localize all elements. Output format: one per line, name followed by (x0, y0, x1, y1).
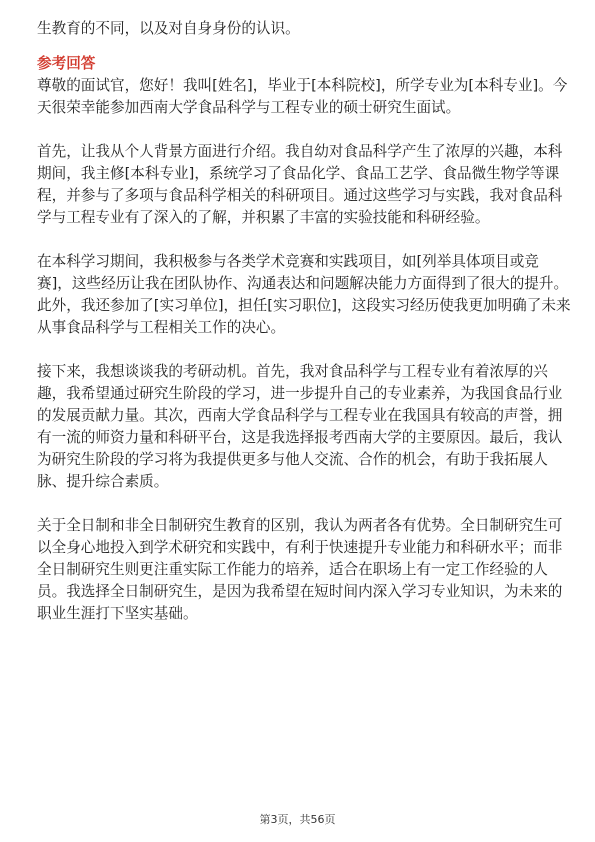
paragraph-line: 为研究生阶段的学习将为我提供更多与他人交流、合作的机会，有助于我拓展人 (37, 451, 548, 468)
paragraph-line: 有一流的师资力量和科研平台，这是我选择报考西南大学的主要原因。最后，我认 (37, 429, 563, 446)
page-footer: 第3页，共56页 (259, 813, 336, 826)
intro-tail-line: 生教育的不同，以及对自身身份的认识。 (37, 20, 300, 37)
paragraph-line: 趣，我希望通过研究生阶段的学习，进一步提升自己的专业素养，为我国食品行业 (37, 385, 563, 402)
paragraph (37, 361, 563, 493)
paragraph (37, 141, 563, 229)
paragraph (37, 251, 571, 339)
paragraph-line: 学与工程专业有了深入的了解，并积累了丰富的实验技能和科研经验。 (37, 209, 490, 226)
answer-heading: 参考回答 (37, 55, 96, 72)
paragraph-line: 天很荣幸能参加西南大学食品科学与工程专业的硕士研究生面试。 (37, 99, 461, 116)
paragraph (37, 75, 568, 119)
paragraph-line: 脉、提升综合素质。 (37, 473, 169, 490)
paragraph-line: 关于全日制和非全日制研究生教育的区别，我认为两者各有优势。全日制研究生可 (37, 517, 563, 534)
answer-body (37, 75, 571, 625)
paragraph-line: 员。我选择全日制研究生，是因为我希望在短时间内深入学习专业知识，为未来的 (37, 583, 563, 600)
paragraph (37, 515, 563, 625)
paragraph-line: 此外，我还参加了[实习单位]，担任[实习职位]，这段实习经历使我更加明确了未来 (37, 297, 571, 314)
paragraph-line: 职业生涯打下坚实基础。 (37, 605, 198, 622)
paragraph-line: 程，并参与了多项与食品科学相关的科研项目。通过这些学习与实践，我对食品科 (37, 187, 563, 204)
paragraph-line: 接下来，我想谈谈我的考研动机。首先，我对食品科学与工程专业有着浓厚的兴 (37, 363, 548, 380)
paragraph-line: 的发展贡献力量。其次，西南大学食品科学与工程专业在我国具有较高的声誉，拥 (37, 407, 563, 424)
paragraph-line: 首先，让我从个人背景方面进行介绍。我自幼对食品科学产生了浓厚的兴趣，本科 (37, 143, 563, 160)
paragraph-line: 期间，我主修[本科专业]，系统学习了食品化学、食品工艺学、食品微生物学等课 (37, 165, 560, 182)
paragraph-line: 全日制研究生则更注重实际工作能力的培养，适合在职场上有一定工作经验的人 (37, 561, 548, 578)
document-page (37, 18, 571, 625)
paragraph-line: 从事食品科学与工程相关工作的决心。 (37, 319, 286, 336)
paragraph-line: 赛]，这些经历让我在团队协作、沟通表达和问题解决能力方面得到了很大的提升。 (37, 275, 569, 292)
paragraph-line: 尊敬的面试官，您好！我叫[姓名]，毕业于[本科院校]，所学专业为[本科专业]。今 (37, 77, 568, 94)
paragraph-line: 以全身心地投入到学术研究和实践中，有利于快速提升专业能力和科研水平；而非 (37, 539, 563, 556)
paragraph-line: 在本科学习期间，我积极参与各类学术竞赛和实践项目，如[列举具体项目或竞 (37, 253, 539, 270)
